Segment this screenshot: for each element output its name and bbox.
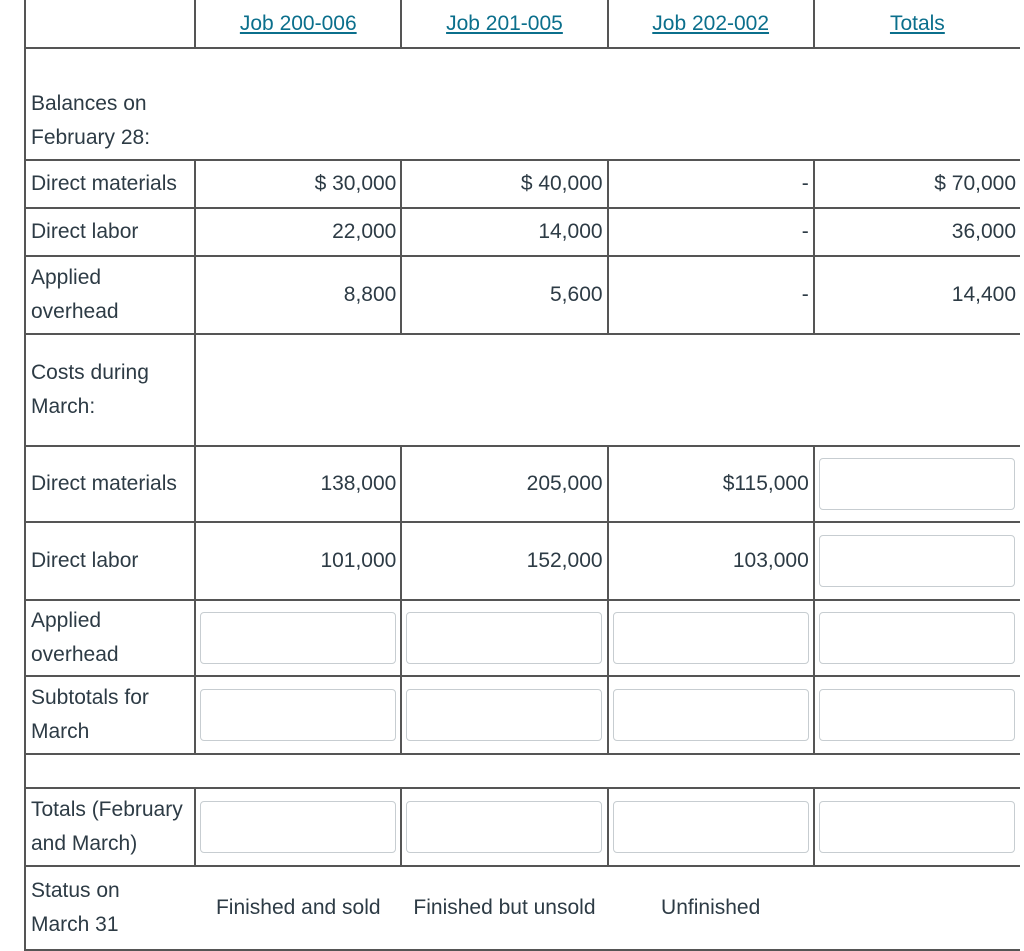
job-cost-table — [24, 0, 1020, 951]
balances-heading: Balances on February 28: — [25, 48, 195, 160]
cell-value: $115,000 — [608, 446, 814, 522]
total-job2-input[interactable] — [406, 801, 602, 853]
job-202-002-header-link[interactable]: Job 202-002 — [652, 11, 770, 35]
total-all-input[interactable] — [819, 801, 1015, 853]
totals-feb-march-row — [25, 788, 1020, 866]
cell-value: 138,000 — [195, 446, 401, 522]
cell-value: - — [608, 160, 814, 208]
march-direct-materials-row — [25, 446, 1020, 522]
cell-value: 152,000 — [401, 522, 607, 600]
march-subtotal-job2-input[interactable] — [406, 689, 602, 741]
balance-direct-materials-row — [25, 160, 1020, 208]
status-job2: Finished but unsold — [401, 866, 607, 950]
row-label: Applied overhead — [25, 256, 195, 334]
march-applied-overhead-job1-input[interactable] — [200, 612, 396, 664]
row-label: Applied overhead — [25, 600, 195, 676]
march-applied-overhead-total-input[interactable] — [819, 612, 1015, 664]
totals-header-link[interactable]: Totals — [889, 11, 945, 35]
row-label: Direct labor — [25, 522, 195, 600]
cell-value: 36,000 — [814, 208, 1020, 256]
cell-value: - — [608, 208, 814, 256]
balance-applied-overhead-row — [25, 256, 1020, 334]
march-applied-overhead-row — [25, 600, 1020, 676]
balances-heading-row — [25, 48, 1020, 160]
row-label: Totals (February and March) — [25, 788, 195, 866]
cell-value: $ 70,000 — [814, 160, 1020, 208]
march-subtotal-job3-input[interactable] — [613, 689, 809, 741]
march-direct-labor-row — [25, 522, 1020, 600]
cell-value: 14,400 — [814, 256, 1020, 334]
status-row — [25, 866, 1020, 950]
job-cost-table-container — [24, 0, 1020, 949]
total-job1-input[interactable] — [200, 801, 396, 853]
cell-value: 8,800 — [195, 256, 401, 334]
total-job3-input[interactable] — [613, 801, 809, 853]
row-label: Status on March 31 — [25, 866, 195, 950]
cell-value: $ 40,000 — [401, 160, 607, 208]
balance-direct-labor-row — [25, 208, 1020, 256]
row-label: Direct materials — [25, 160, 195, 208]
march-subtotal-total-input[interactable] — [819, 689, 1015, 741]
march-applied-overhead-job3-input[interactable] — [613, 612, 809, 664]
march-heading-row — [25, 334, 1020, 446]
march-subtotals-row — [25, 676, 1020, 754]
cell-value: 5,600 — [401, 256, 607, 334]
cell-value: - — [608, 256, 814, 334]
header-row — [25, 0, 1020, 48]
cell-value: 22,000 — [195, 208, 401, 256]
job-201-005-header-link[interactable]: Job 201-005 — [446, 11, 563, 35]
job-200-006-header-link[interactable]: Job 200-006 — [239, 11, 357, 35]
spacer-row — [25, 754, 1020, 788]
row-label: Direct labor — [25, 208, 195, 256]
march-subtotal-job1-input[interactable] — [200, 689, 396, 741]
status-job1: Finished and sold — [195, 866, 401, 950]
header-empty-cell — [25, 0, 195, 48]
cell-value: 101,000 — [195, 522, 401, 600]
cell-value: 205,000 — [401, 446, 607, 522]
cell-value: 14,000 — [401, 208, 607, 256]
cell-value: 103,000 — [608, 522, 814, 600]
march-direct-materials-total-input[interactable] — [819, 458, 1015, 510]
row-label: Subtotals for March — [25, 676, 195, 754]
status-job3: Unfinished — [608, 866, 814, 950]
cell-value: $ 30,000 — [195, 160, 401, 208]
march-applied-overhead-job2-input[interactable] — [406, 612, 602, 664]
march-direct-labor-total-input[interactable] — [819, 535, 1015, 587]
march-heading: Costs during March: — [25, 334, 195, 446]
row-label: Direct materials — [25, 446, 195, 522]
